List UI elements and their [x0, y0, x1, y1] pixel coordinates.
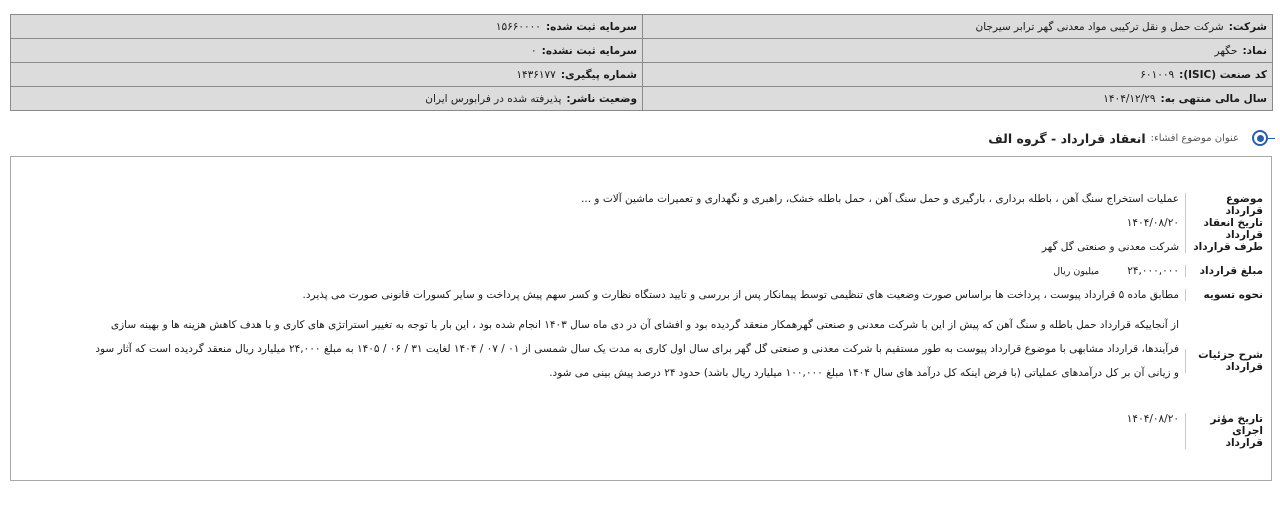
- contract-details-row: [95, 313, 1263, 385]
- fiscal-year-value: ۱۴۰۴/۱۲/۲۹: [1103, 92, 1156, 105]
- registered-capital-cell: [11, 15, 643, 39]
- settlement-value: مطابق ماده ۵ قرارداد پیوست ، پرداخت ها براساس صورت وضعیت های تنظیمی توسط پیمانکار پس از بررسی و تایید دستگاه نظارت و کسر سهم پیش پرداخت و سایر کسورات قانونی صورت می پذیرد.: [302, 289, 1179, 301]
- contract-date-row: [1127, 217, 1263, 241]
- company-name-cell: [643, 15, 1273, 39]
- bullet-target-icon: [1252, 130, 1268, 146]
- publisher-status-label: وضعیت ناشر:: [566, 92, 637, 105]
- isic-cell: [643, 63, 1273, 87]
- contract-details-panel: [10, 156, 1272, 481]
- isic-value: ۶۰۱۰۰۹: [1140, 68, 1175, 81]
- symbol-cell: [643, 39, 1273, 63]
- publisher-status-value: پذیرفته شده در فرابورس ایران: [425, 92, 562, 105]
- contract-party-value: شرکت معدنی و صنعتی گل گهر: [1041, 241, 1179, 253]
- info-row: [11, 87, 1273, 111]
- publisher-status-cell: [11, 87, 643, 111]
- settlement-row: [303, 289, 1263, 301]
- effective-date-label: تاریخ مؤثر اجرای قرارداد: [1185, 413, 1263, 449]
- fiscal-year-cell: [643, 87, 1273, 111]
- registered-capital-value: ۱۵۶۶۰۰۰۰: [495, 20, 541, 33]
- contract-date-value: ۱۴۰۴/۰۸/۲۰: [1126, 217, 1179, 229]
- contract-party-label: طرف قرارداد: [1185, 241, 1263, 253]
- unregistered-capital-label: سرمایه ثبت نشده:: [541, 44, 637, 57]
- symbol-label: نماد:: [1242, 44, 1267, 57]
- tracking-number-cell: [11, 63, 643, 87]
- company-info-table: [10, 14, 1273, 111]
- subject-title: انعقاد قرارداد - گروه الف: [988, 130, 1146, 146]
- info-row: [11, 63, 1273, 87]
- fiscal-year-label: سال مالی منتهی به:: [1160, 92, 1267, 105]
- info-row: [11, 39, 1273, 63]
- contract-subject-value: عملیات استخراج سنگ آهن ، باطله برداری ، بارگیری و حمل سنگ آهن ، حمل باطله خشک، راهبری و نگهداری و تعمیرات ماشین آلات و ...: [581, 193, 1179, 205]
- effective-date-value: ۱۴۰۴/۰۸/۲۰: [1126, 413, 1179, 425]
- disclosure-subject: [988, 130, 1268, 146]
- symbol-value: حگهر: [1214, 44, 1238, 57]
- unregistered-capital-cell: [11, 39, 643, 63]
- isic-label: کد صنعت (ISIC):: [1179, 68, 1267, 81]
- contract-amount-row: [1053, 265, 1263, 277]
- contract-party-row: [1042, 241, 1263, 253]
- company-label: شرکت:: [1228, 20, 1267, 33]
- contract-amount-unit: میلیون ریال: [1053, 266, 1100, 277]
- company-name: شرکت حمل و نقل ترکیبی مواد معدنی گهر ترابر سیرجان: [975, 20, 1224, 33]
- unregistered-capital-value: ۰: [531, 44, 537, 57]
- tracking-number-label: شماره پیگیری:: [560, 68, 637, 81]
- settlement-label: نحوه تسویه: [1185, 289, 1263, 301]
- contract-amount-value: ۲۴,۰۰۰,۰۰۰: [1127, 265, 1179, 277]
- contract-details-value: از آنجاییکه قرارداد حمل باطله و سنگ آهن که پیش از این با شرکت معدنی و صنعتی گهرهمکار منعقد گردیده بود و افشای آن در دی ماه سال ۱۴۰۳ انجام شده بود ، این بار با توجه به تغییر استراتژی های کاری و با هدف کاهش هزینه ها و بهینه سازی فرآیندها، قرارداد مشابهی با موضوع قرارداد پیوست به طور مستقیم با شرکت معدنی و صنعتی گل گهر برای سال اول کاری به مدت یک سال شمسی از ۰۱ / ۰۷ / ۱۴۰۴ لغایت ۳۱ / ۰۶ / ۱۴۰۵ به مبلغ ۲۴,۰۰۰ میلیارد ریال منعقد گردیده است که آثار سود و زیانی آن بر کل درآمدهای عملیاتی (با فرض اینکه کل درآمد های سال ۱۴۰۴ مبلغ ۱۰۰,۰۰۰ میلیارد ریال باشد) حدود ۲۴ درصد پیش بینی می شود.: [95, 319, 1179, 379]
- contract-subject-label: موضوع قرارداد: [1185, 193, 1263, 217]
- contract-subject-row: [581, 193, 1263, 217]
- contract-details-label: شرح جزئیات قرارداد: [1185, 349, 1263, 373]
- effective-date-row: [1127, 413, 1263, 449]
- contract-amount-label: مبلغ قرارداد: [1185, 265, 1263, 277]
- registered-capital-label: سرمایه ثبت شده:: [545, 20, 637, 33]
- contract-date-label: تاریخ انعقاد قرارداد: [1185, 217, 1263, 241]
- subject-label: عنوان موضوع افشاء:: [1150, 132, 1239, 144]
- info-row: [11, 15, 1273, 39]
- tracking-number-value: ۱۴۳۶۱۷۷: [516, 68, 556, 81]
